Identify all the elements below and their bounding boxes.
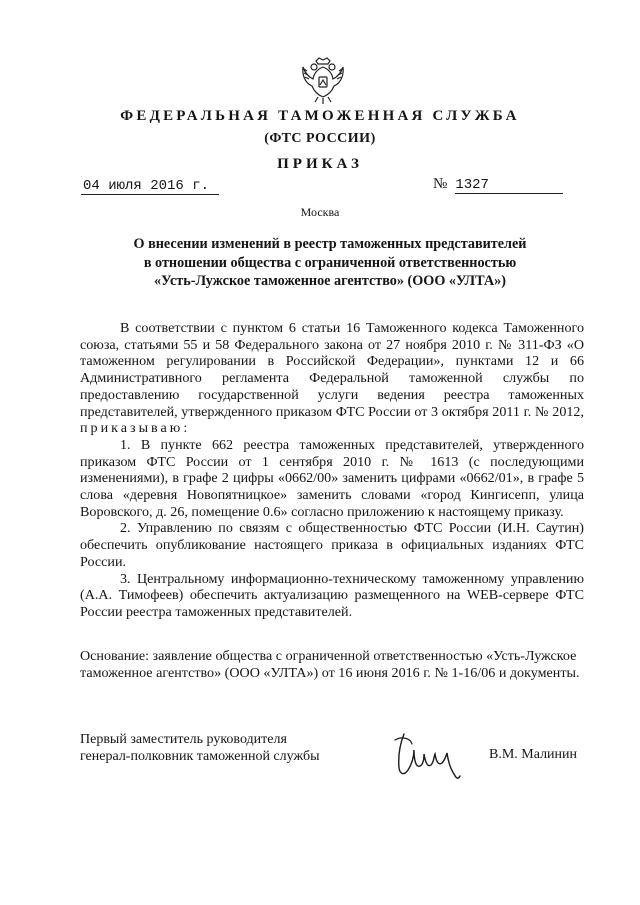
agency-name: ФЕДЕРАЛЬНАЯ ТАМОЖЕННАЯ СЛУЖБА — [120, 108, 520, 124]
number-sign: № — [433, 176, 448, 192]
order-colon: : — [183, 420, 188, 437]
order-item-1: 1. В пункте 662 реестра таможенных представителей, утвержденного приказом ФТС России от 1 сентября 2010 г. № 1613 (с последующими изменениями), в графе 2 цифры «0662/00» заменить цифрами «0662/01», в графе 5 слова «деревня Новопятницкое» заменить словами «город Кингисепп, улица Воровского, д. 26, помещение 0.6» согласно приложению к настоящему приказу. — [80, 436, 584, 520]
title-line-1: О внесении изменений в реестр таможенных представителей — [133, 236, 527, 252]
agency-abbreviation: (ФТС РОССИИ) — [264, 131, 376, 146]
document-city: Москва — [300, 205, 340, 219]
position-line-1: Первый заместитель руководителя — [80, 732, 287, 747]
position-line-2: генерал-полковник таможенной службы — [80, 749, 320, 764]
document-number-block — [433, 176, 575, 194]
document-date: 04 июля 2016 г. — [81, 178, 219, 195]
document-title — [120, 235, 540, 291]
order-word: приказываю — [80, 420, 184, 437]
handwritten-signature-icon — [390, 730, 468, 782]
basis-paragraph: Основание: заявление общества с ограниченной ответственностью «Усть-Лужское таможенное агентство» (ООО «УЛТА») от 16 июня 2016 г. № 1-16/06 и документы. — [80, 648, 580, 681]
preamble-paragraph — [80, 320, 584, 437]
preamble-text: В соответствии с пунктом 6 статьи 16 Таможенного кодекса Таможенного союза, статьями 55 и 58 Федерального закона от 27 ноября 2010 г. № 311-ФЗ «О таможенном регулировании в Российской Федерации», пунктами 12 и 66 Административного регламента Федеральной таможенной службы по предоставлению государственной услуги ведения реестра таможенных представителей, утвержденного приказом ФТС России от 3 октября 2011 г. № 2012, — [80, 320, 584, 420]
title-line-2: в отношении общества с ограниченной ответственностью — [143, 254, 517, 271]
order-item-3: 3. Центральному информационно-техническому таможенному управлению (А.А. Тимофеев) обеспечить актуализацию размещенного на WEB-сервере ФТС России реестра таможенных представителей. — [80, 570, 584, 620]
order-item-2: 2. Управлению по связям с общественностью ФТС России (И.Н. Саутин) обеспечить опубликование настоящего приказа в официальных изданиях ФТС России. — [80, 520, 584, 570]
russian-coat-of-arms-icon — [300, 55, 346, 105]
document-type: ПРИКАЗ — [277, 156, 363, 172]
signatory-position — [80, 731, 319, 765]
signatory-name: В.М. Малинин — [489, 747, 578, 762]
document-number: 1327 — [455, 177, 563, 194]
document-body — [80, 320, 584, 621]
title-line-3: «Усть-Лужское таможенное агентство» (ООО «УЛТА») — [154, 273, 506, 289]
